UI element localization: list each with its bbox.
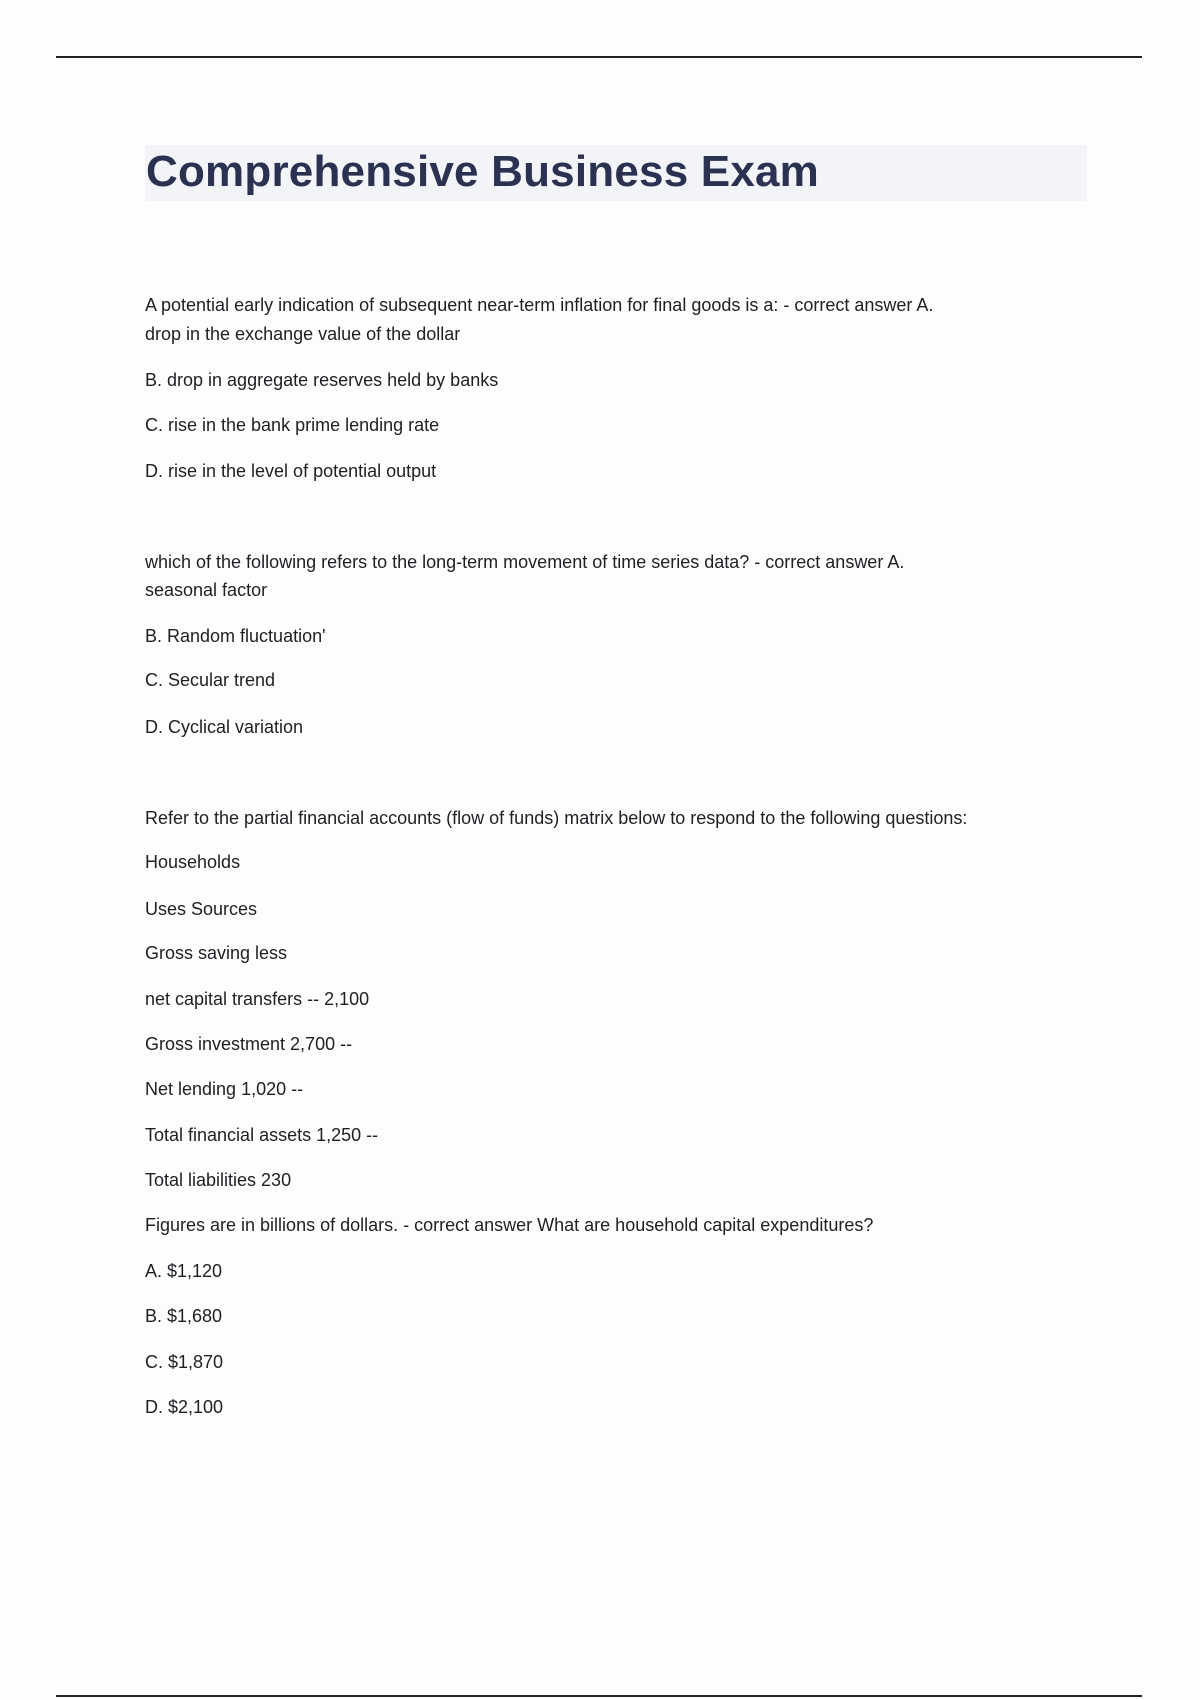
text-line: C. rise in the bank prime lending rate bbox=[145, 415, 440, 435]
text-line: B. $1,680 bbox=[145, 1306, 223, 1326]
text-line: D. Cyclical variation bbox=[145, 717, 304, 737]
text-line: Figures are in billions of dollars. - correct answer What are household capital expenditures? bbox=[145, 1215, 874, 1235]
top-rule bbox=[56, 56, 1142, 58]
text-line: Gross investment 2,700 -- bbox=[145, 1034, 353, 1054]
page-title: Comprehensive Business Exam bbox=[146, 147, 820, 196]
text-line: A. $1,120 bbox=[145, 1261, 223, 1281]
question-text: Refer to the partial financial accounts (flow of funds) matrix below to respond to the following questions: bbox=[145, 808, 968, 828]
text-line: seasonal factor bbox=[145, 580, 268, 600]
text-line: net capital transfers -- 2,100 bbox=[145, 989, 370, 1009]
text-line: D. rise in the level of potential output bbox=[145, 461, 437, 481]
question-text: which of the following refers to the long-term movement of time series data? - correct answer A. bbox=[145, 552, 905, 572]
bottom-rule bbox=[56, 1695, 1142, 1697]
text-line: Gross saving less bbox=[145, 943, 288, 963]
text-line: Households bbox=[145, 852, 241, 872]
text-line: C. $1,870 bbox=[145, 1352, 224, 1372]
text-line: B. Random fluctuation' bbox=[145, 626, 326, 646]
text-line: Total financial assets 1,250 -- bbox=[145, 1125, 379, 1145]
text-line: B. drop in aggregate reserves held by banks bbox=[145, 370, 499, 390]
text-line: Net lending 1,020 -- bbox=[145, 1079, 304, 1099]
text-line: C. Secular trend bbox=[145, 670, 276, 690]
question-text: A potential early indication of subsequent near-term inflation for final goods is a: - correct answer A. bbox=[145, 295, 934, 315]
text-line: Total liabilities 230 bbox=[145, 1170, 292, 1190]
text-line: drop in the exchange value of the dollar bbox=[145, 324, 461, 344]
text-line: Uses Sources bbox=[145, 899, 258, 919]
text-line: D. $2,100 bbox=[145, 1397, 224, 1417]
